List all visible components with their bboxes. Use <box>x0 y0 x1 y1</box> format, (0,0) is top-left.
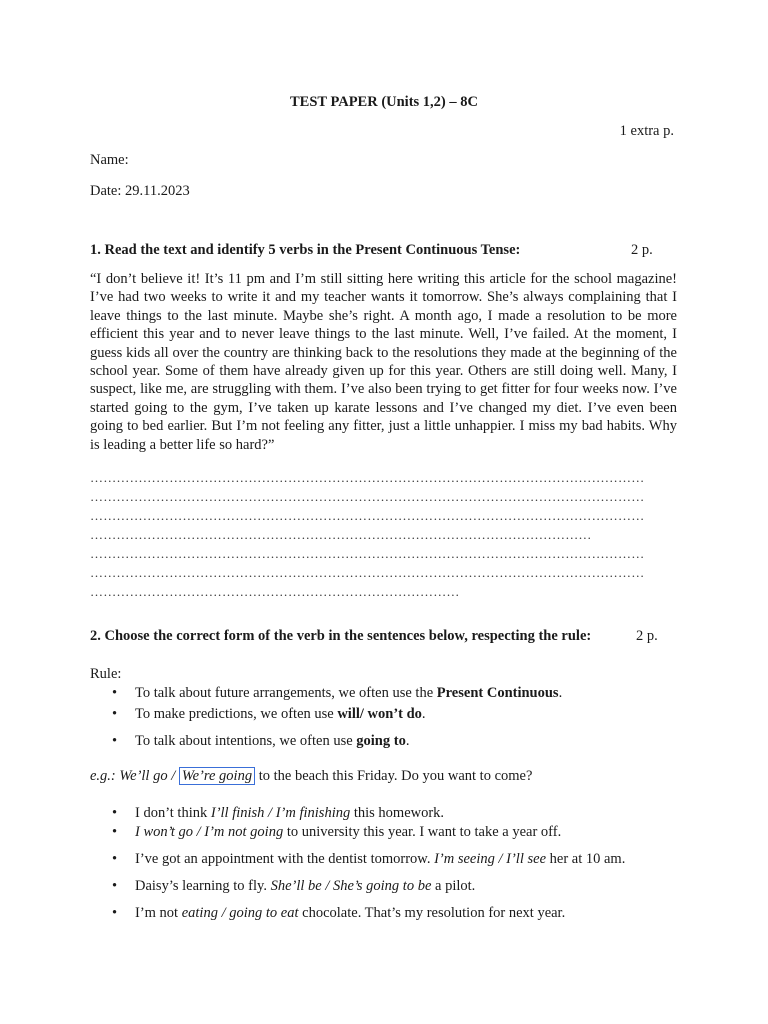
question-2-points: 2 p. <box>636 628 658 644</box>
extra-points: 1 extra p. <box>619 123 674 139</box>
rule-label: Rule: <box>90 666 122 682</box>
name-label: Name: <box>90 152 129 168</box>
bullet: • <box>112 905 118 921</box>
answer-lines[interactable] <box>90 468 678 601</box>
bullet: • <box>112 878 118 894</box>
answer-line[interactable]: ……………………………………………………………………………………………………………… <box>90 489 645 504</box>
example-sentence <box>90 768 532 785</box>
answer-line[interactable]: …………………………………………………………………………………………………… <box>90 527 592 542</box>
exercise-item[interactable]: • I’ve got an appointment with the dentist tomorrow. I’m seeing / I’ll see her at 10 am. <box>112 851 626 867</box>
bullet: • <box>112 851 118 867</box>
question-2-text: 2. Choose the correct form of the verb in the sentences below, respecting the rule: <box>90 628 592 644</box>
exercise-item[interactable]: • Daisy’s learning to fly. She’ll be / She’s going to be a pilot. <box>112 878 476 894</box>
bullet: • <box>112 706 118 722</box>
example-suffix: to the beach this Friday. Do you want to come? <box>255 768 533 784</box>
question-1-heading <box>90 242 678 259</box>
rule-item: • To talk about intentions, we often use going to. <box>112 733 410 749</box>
exercise-item[interactable]: • I’m not eating / going to eat chocolate. That’s my resolution for next year. <box>112 905 566 921</box>
example-prefix: e.g.: We’ll go / <box>90 768 179 784</box>
exercise-items <box>90 805 690 922</box>
bullet: • <box>112 805 118 821</box>
bullet: • <box>112 824 118 840</box>
bullet: • <box>112 733 118 749</box>
answer-line[interactable]: ……………………………………………………………………………………………………………… <box>90 508 645 523</box>
answer-line[interactable]: ……………………………………………………………………………………………………………… <box>90 470 645 485</box>
date-label: Date: 29.11.2023 <box>90 183 190 199</box>
rule-item: • To make predictions, we often use will/ won’t do. <box>112 706 426 722</box>
exercise-item[interactable]: • I won’t go / I’m not going to university this year. I want to take a year off. <box>112 824 562 840</box>
answer-line[interactable]: ……………………………………………………………………………………………………………… <box>90 565 645 580</box>
answer-line[interactable]: ………………………………………………………………………… <box>90 584 460 599</box>
exercise-item[interactable]: • I don’t think I’ll finish / I’m finishing this homework. <box>112 805 445 821</box>
rule-item: • To talk about future arrangements, we often use the Present Continuous. <box>112 685 563 701</box>
page-title: TEST PAPER (Units 1,2) – 8C <box>290 94 478 110</box>
question-1-text: 1. Read the text and identify 5 verbs in the Present Continuous Tense: <box>90 242 521 258</box>
answer-line[interactable]: ……………………………………………………………………………………………………………… <box>90 546 645 561</box>
question-2-heading <box>90 628 678 645</box>
rules-list <box>90 685 690 750</box>
reading-passage: “I don’t believe it! It’s 11 pm and I’m still sitting here writing this article for the school magazine! I’ve had two weeks to write it and my teacher wants it tomorrow. She’s always complaining that I leave things to the last minute. Maybe she’s right. A month ago, I made a resolution to be more efficient this year and to never leave things to the last minute. Well, I’ve failed. At the moment, I guess kids all over the country are thinking back to the resolutions they made at the beginning of the school year. Some of them have already given up for this year. Others are still doing well. Many, I suspect, like me, are struggling with them. I’ve also been trying to get fitter for four weeks now. I’ve started going to the gym, I’ve taken up karate lessons and I’ve changed my diet. I’ve even been going to bed earlier. But I’m not feeling any fitter, just a little unhappier. I miss my bad habits. Why is leading a better life so hard?” <box>90 271 677 453</box>
example-correct-answer: We’re going <box>179 767 255 785</box>
bullet: • <box>112 685 118 701</box>
question-1-points: 2 p. <box>631 242 653 258</box>
